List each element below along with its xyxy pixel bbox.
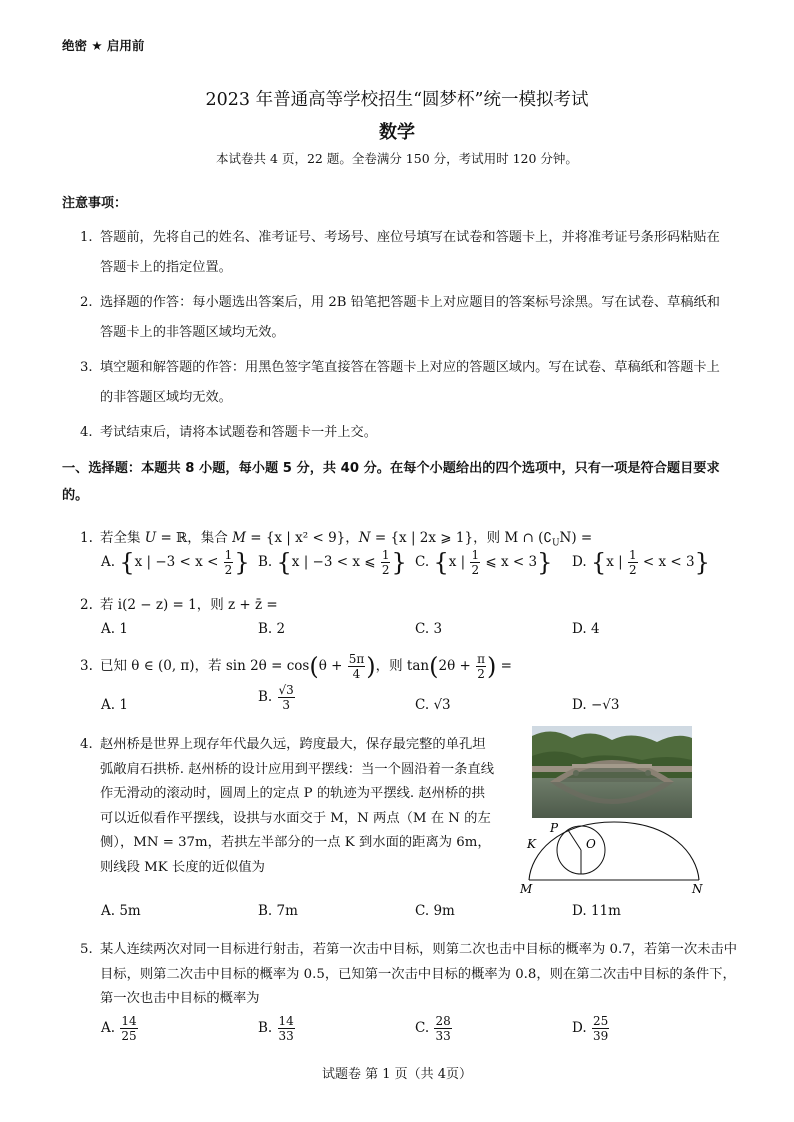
- question-2-option-b: [258, 621, 285, 637]
- question-5-option-b: [258, 1014, 296, 1043]
- exam-title: 2023 年普通高等学校招生“圆梦杯”统一模拟考试: [205, 90, 589, 110]
- fraction: [278, 1014, 295, 1043]
- notice-heading: 注意事项：: [62, 196, 128, 211]
- numerator: 28: [435, 1014, 451, 1028]
- page-footer: 试题卷 第 1 页（共 4页）: [321, 1067, 473, 1082]
- stem-text: = ℝ，集合: [156, 530, 233, 546]
- denominator: 39: [592, 1029, 609, 1043]
- stem-text: = {x | 2x ⩾ 1}，则 M ∩ (∁: [370, 530, 552, 546]
- notice-item-number: 4.: [80, 425, 93, 440]
- question-5-option-c: [415, 1014, 453, 1043]
- question-number: 3.: [80, 658, 93, 674]
- left-brace: {: [590, 548, 607, 577]
- section-heading: 一、选择题：本题共 8 小题，每小题 5 分，共 40 分。在每个小题给出的四个选项中，只有一项是符合题目要求的。: [62, 461, 720, 503]
- question-1-option-a: [101, 548, 250, 577]
- notice-item-text: 答题前，先将自己的姓名、准考证号、考场号、座位号填写在试卷和答题卡上，并将准考证号条形码粘贴在答题卡上的指定位置。: [100, 230, 720, 275]
- option-label: C.: [415, 621, 430, 637]
- notice-item-text: 填空题和解答题的作答：用黑色签字笔直接答在答题卡上对应的答题区域内。写在试卷、草稿纸和答题卡上的非答题区域均无效。: [100, 360, 720, 405]
- denominator: 25: [121, 1029, 137, 1043]
- label-o: O: [586, 837, 596, 851]
- confidential-mark: 绝密 ★ 启用前: [62, 38, 145, 53]
- question-4-option-a: [101, 903, 141, 919]
- stem-text: 若 i(2 − z) = 1，则 z + z̄ =: [100, 597, 278, 613]
- numerator: π: [477, 652, 485, 666]
- question-4-option-c: [415, 903, 455, 919]
- question-1-stem: [80, 526, 740, 549]
- stem-var: U: [144, 530, 157, 546]
- option-text: 4: [590, 621, 600, 637]
- question-5-stem: 某人连续两次对同一目标进行射击，若第一次击中目标，则第二次也击中目标的概率为 0.7，若第一次未击中目标，则第二次击中目标的概率为 0.5，已知第一次击中目标的概率为 0.8，则在第二次击中目标的条件下，第一次也击中目标的概率为: [100, 942, 738, 1006]
- question-4-option-d: [572, 903, 621, 919]
- denominator: 3: [282, 698, 290, 712]
- numerator: 25: [592, 1014, 609, 1028]
- option-text: 1: [119, 621, 128, 637]
- left-brace: {: [276, 548, 292, 577]
- question-3-option-c: [415, 697, 451, 713]
- stem-text: 已知 θ ∈ (0, π)，若 sin 2θ = cos: [100, 658, 310, 674]
- question-1-option-d: [572, 548, 710, 577]
- option-label: D.: [572, 554, 587, 570]
- right-paren: ): [487, 652, 497, 681]
- denominator: 2: [224, 563, 233, 577]
- question-1-option-c: [415, 548, 552, 577]
- option-label: A.: [101, 1020, 116, 1036]
- option-label: D.: [572, 1020, 587, 1036]
- option-text: √3: [433, 697, 451, 713]
- question-3-option-b: [258, 683, 296, 712]
- question-3-option-a: [101, 697, 128, 713]
- question-2-stem: [80, 593, 740, 613]
- stem-var: M: [232, 530, 246, 546]
- fraction: [434, 1014, 451, 1043]
- option-text: 1: [119, 697, 128, 713]
- denominator: 2: [477, 667, 485, 681]
- denominator: 2: [381, 563, 390, 577]
- fraction: [470, 548, 480, 577]
- numerator: 1: [381, 548, 390, 562]
- fraction: [381, 548, 391, 577]
- stem-text: N) =: [559, 530, 593, 546]
- option-label: B.: [258, 903, 273, 919]
- stem-text: = {x | x² < 9}，: [245, 530, 359, 546]
- question-1-option-b: [258, 548, 407, 577]
- option-text: < x < 3: [638, 554, 695, 570]
- option-text: x | −3 < x ⩽: [291, 554, 380, 570]
- notice-item: [80, 418, 732, 448]
- stem-text: 若全集: [100, 530, 145, 546]
- label-k: K: [527, 837, 536, 851]
- option-label: D.: [572, 621, 587, 637]
- option-label: D.: [572, 697, 587, 713]
- question-number: 1.: [80, 530, 93, 546]
- option-text: 5m: [119, 903, 141, 919]
- exam-info: 本试卷共 4 页，22 题。全卷满分 150 分，考试用时 120 分钟。: [216, 151, 578, 166]
- question-number: 2.: [80, 597, 93, 613]
- fraction: [476, 652, 486, 681]
- label-p: P: [550, 821, 559, 835]
- option-text: −√3: [590, 697, 620, 713]
- numerator: √3: [278, 683, 294, 697]
- option-label: A.: [101, 903, 116, 919]
- zhaozhou-bridge-photo: [532, 726, 692, 818]
- fraction: [278, 683, 295, 712]
- option-label: A.: [101, 554, 116, 570]
- question-number: 5.: [80, 942, 93, 957]
- option-label: B.: [258, 1020, 273, 1036]
- question-2-option-d: [572, 621, 600, 637]
- numerator: 1: [224, 548, 233, 562]
- option-label: C.: [415, 1020, 430, 1036]
- question-2-option-c: [415, 621, 442, 637]
- question-number: 4.: [80, 737, 93, 752]
- option-text: x |: [606, 554, 627, 570]
- notice-item-number: 2.: [80, 295, 93, 310]
- option-label: B.: [258, 554, 273, 570]
- left-brace: {: [119, 548, 135, 577]
- denominator: 4: [352, 667, 361, 681]
- notice-item-text: 选择题的作答：每小题选出答案后，用 2B 铅笔把答题卡上对应题目的答案标号涂黑。写在试卷、草稿纸和答题卡上的非答题区域均无效。: [100, 295, 720, 340]
- stem-text: 2θ +: [438, 658, 476, 674]
- question-5-option-d: [572, 1014, 610, 1043]
- option-label: B.: [258, 621, 273, 637]
- radius-line: [568, 830, 581, 850]
- fraction: [592, 1014, 609, 1043]
- denominator: 33: [435, 1029, 451, 1043]
- label-n: N: [692, 882, 703, 896]
- option-text: x | −3 < x <: [134, 554, 223, 570]
- subject-title: 数学: [379, 122, 415, 143]
- option-text: 2: [276, 621, 286, 637]
- question-4-stem: 赵州桥是世界上现存年代最久远，跨度最大，保存最完整的单孔坦弧敞肩石拱桥. 赵州桥的设计应用到平摆线：当一个圆沿着一条直线作无滑动的滚动时，圆周上的定点 P 的轨迹为平摆线. 赵州桥的拱可以近似看作平摆线，设拱与水面交于 M，N 两点（M 在 N 的左侧），MN = 37m，若拱左半部分的一点 K 到水面的距离为 6m，则线段 MK 长度的近似值为: [100, 737, 495, 875]
- option-label: C.: [415, 903, 430, 919]
- notice-item: [80, 353, 732, 413]
- fraction: [628, 548, 638, 577]
- option-label: D.: [572, 903, 587, 919]
- option-label: C.: [415, 554, 430, 570]
- stem-subscript: U: [551, 538, 560, 549]
- notice-item: [80, 288, 732, 348]
- fraction: [224, 548, 234, 577]
- left-brace: {: [433, 548, 449, 577]
- left-paren: (: [309, 652, 319, 681]
- right-brace: }: [694, 548, 710, 577]
- notice-item-text: 考试结束后，请将本试题卷和答题卡一并上交。: [100, 425, 377, 440]
- stem-text: =: [496, 658, 512, 674]
- notice-item: [80, 223, 732, 283]
- fraction: [120, 1014, 137, 1043]
- option-text: 3: [433, 621, 443, 637]
- right-brace: }: [234, 548, 250, 577]
- question-5-option-a: [101, 1014, 139, 1043]
- numerator: 1: [471, 548, 480, 562]
- stem-text: θ +: [318, 658, 347, 674]
- option-text: 11m: [590, 903, 621, 919]
- numerator: 1: [628, 548, 637, 562]
- option-label: B.: [258, 689, 273, 705]
- option-label: A.: [101, 621, 116, 637]
- question-2-option-a: [101, 621, 128, 637]
- right-brace: }: [391, 548, 407, 577]
- notice-item-number: 1.: [80, 230, 93, 245]
- numerator: 14: [121, 1014, 137, 1028]
- question-3-option-d: [572, 697, 619, 713]
- denominator: 33: [278, 1029, 294, 1043]
- fraction: [348, 652, 366, 681]
- option-text: 9m: [433, 903, 455, 919]
- option-text: 7m: [276, 903, 298, 919]
- notice-item-number: 3.: [80, 360, 93, 375]
- right-brace: }: [537, 548, 553, 577]
- question-3-stem: [80, 652, 740, 681]
- left-paren: (: [429, 652, 439, 681]
- denominator: 2: [471, 563, 480, 577]
- label-m: M: [520, 882, 533, 896]
- right-paren: ): [366, 652, 376, 681]
- option-label: C.: [415, 697, 430, 713]
- denominator: 2: [628, 563, 637, 577]
- numerator: 5π: [348, 652, 365, 666]
- stem-text: ，则 tan: [375, 658, 430, 674]
- option-label: A.: [101, 697, 116, 713]
- option-text: ⩽ x < 3: [481, 554, 538, 570]
- numerator: 14: [278, 1014, 294, 1028]
- question-4-option-b: [258, 903, 298, 919]
- cycloid-diagram: [517, 818, 713, 898]
- option-text: x |: [448, 554, 470, 570]
- stem-var: N: [358, 530, 371, 546]
